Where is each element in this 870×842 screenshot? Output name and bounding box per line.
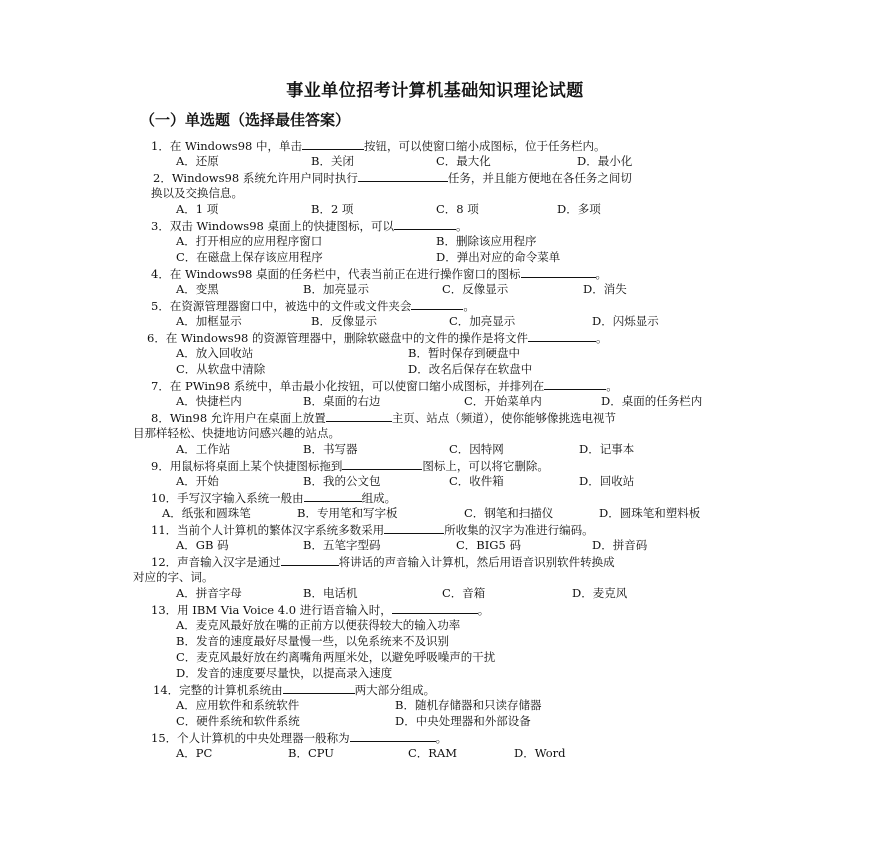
question-1: 1．在 Windows98 中，单击 按钮，可以使窗口缩小成图标，位于任务栏内。 bbox=[151, 139, 606, 153]
option: A．麦克风最好放在嘴的正前方以便获得较大的输入功率 bbox=[176, 618, 461, 632]
option: D．记事本 bbox=[579, 442, 635, 456]
option: D．弹出对应的命令菜单 bbox=[436, 250, 561, 264]
answer-blank bbox=[302, 138, 364, 150]
section-heading: （一）单选题（选择最佳答案） bbox=[140, 111, 351, 129]
question-13: 13．用 IBM Via Voice 4.0 进行语音输入时， 。 bbox=[151, 603, 490, 617]
question-15: 15．个人计算机的中央处理器一般称为 。 bbox=[151, 731, 448, 745]
option: A．快捷栏内 bbox=[176, 394, 242, 408]
option: C．最大化 bbox=[436, 154, 491, 168]
question-5: 5．在资源管理器窗口中，被选中的文件或文件夹会 。 bbox=[151, 299, 475, 313]
answer-blank bbox=[392, 602, 478, 614]
question-3: 3．双击 Windows98 桌面上的快捷图标，可以 。 bbox=[151, 219, 468, 233]
option: D．桌面的任务栏内 bbox=[601, 394, 703, 408]
question-12: 12．声音输入汉字是通过 将讲话的声音输入计算机，然后用语音识别软件转换成 bbox=[151, 555, 615, 569]
question-2-continued: 换以及交换信息。 bbox=[151, 186, 243, 200]
option: C．开始菜单内 bbox=[464, 394, 542, 408]
answer-blank bbox=[411, 298, 463, 310]
option: B．发音的速度最好尽量慢一些，以免系统来不及识别 bbox=[176, 634, 449, 648]
answer-blank bbox=[304, 490, 362, 502]
option: C．加亮显示 bbox=[449, 314, 516, 328]
option: D．改名后保存在软盘中 bbox=[408, 362, 533, 376]
question-8: 8．Win98 允许用户在桌面上放置 主页、站点（频道），使你能够像挑选电视节 bbox=[151, 411, 617, 425]
answer-blank bbox=[326, 410, 392, 422]
option: B．五笔字型码 bbox=[303, 538, 381, 552]
option: B．反像显示 bbox=[311, 314, 377, 328]
option: C．硬件系统和软件系统 bbox=[176, 714, 300, 728]
answer-blank bbox=[342, 458, 422, 470]
option: D．麦克风 bbox=[572, 586, 628, 600]
option: A．工作站 bbox=[176, 442, 231, 456]
option: D．Word bbox=[514, 746, 566, 760]
option: C．音箱 bbox=[442, 586, 486, 600]
option: B．删除该应用程序 bbox=[436, 234, 537, 248]
question-6: 6．在 Windows98 的资源管理器中，删除软磁盘中的文件的操作是将文件 。 bbox=[147, 331, 608, 345]
option: A．放入回收站 bbox=[176, 346, 254, 360]
option: A．打开相应的应用程序窗口 bbox=[176, 234, 323, 248]
option: C．反像显示 bbox=[442, 282, 509, 296]
option: B．关闭 bbox=[311, 154, 354, 168]
option: B．2 项 bbox=[311, 202, 354, 216]
option: B．书写器 bbox=[303, 442, 358, 456]
answer-blank bbox=[281, 554, 339, 566]
option: C．BIG5 码 bbox=[456, 538, 521, 552]
answer-blank bbox=[521, 266, 596, 278]
option: A．变黑 bbox=[176, 282, 219, 296]
page-title: 事业单位招考计算机基础知识理论试题 bbox=[286, 81, 584, 101]
option: B．随机存储器和只读存储器 bbox=[395, 698, 542, 712]
option: B．桌面的右边 bbox=[303, 394, 381, 408]
option: D．闪烁显示 bbox=[592, 314, 659, 328]
option: D．最小化 bbox=[577, 154, 633, 168]
option: D．拼音码 bbox=[592, 538, 648, 552]
option: D．发音的速度要尽量快，以提高录入速度 bbox=[176, 666, 393, 680]
option: C．从软盘中清除 bbox=[176, 362, 266, 376]
option: A．1 项 bbox=[176, 202, 219, 216]
question-4: 4．在 Windows98 桌面的任务栏中，代表当前正在进行操作窗口的图标 。 bbox=[151, 267, 607, 281]
option: B．我的公文包 bbox=[303, 474, 381, 488]
option: B．专用笔和写字板 bbox=[297, 506, 398, 520]
answer-blank bbox=[384, 522, 444, 534]
option: C．RAM bbox=[408, 746, 458, 760]
option: D．消失 bbox=[583, 282, 627, 296]
option: B．暂时保存到硬盘中 bbox=[408, 346, 520, 360]
answer-blank bbox=[544, 378, 606, 390]
option: C．在磁盘上保存该应用程序 bbox=[176, 250, 323, 264]
option: A．应用软件和系统软件 bbox=[176, 698, 300, 712]
answer-blank bbox=[528, 330, 596, 342]
option: A．PC bbox=[176, 746, 213, 760]
option: C．8 项 bbox=[436, 202, 479, 216]
question-7: 7．在 PWin98 系统中，单击最小化按钮，可以使窗口缩小成图标，并排列在 。 bbox=[151, 379, 618, 393]
option: C．因特网 bbox=[449, 442, 504, 456]
answer-blank bbox=[350, 730, 436, 742]
option: B．电话机 bbox=[303, 586, 358, 600]
option: A．纸张和圆珠笔 bbox=[162, 506, 251, 520]
option: B．CPU bbox=[288, 746, 334, 760]
answer-blank bbox=[394, 218, 456, 230]
option: A．GB 码 bbox=[176, 538, 229, 552]
question-2: 2．Windows98 系统允许用户同时执行 任务，并且能方便地在各任务之间切 bbox=[153, 171, 632, 185]
option: D．圆珠笔和塑料板 bbox=[599, 506, 701, 520]
option: D．多项 bbox=[557, 202, 601, 216]
question-12-continued: 对应的字、词。 bbox=[133, 570, 214, 584]
option: A．还原 bbox=[176, 154, 219, 168]
question-8-continued: 目那样轻松、快捷地访问感兴趣的站点。 bbox=[133, 426, 340, 440]
question-10: 10．手写汉字输入系统一般由 组成。 bbox=[151, 491, 397, 505]
question-14: 14．完整的计算机系统由 两大部分组成。 bbox=[153, 683, 436, 697]
option: A．拼音字母 bbox=[176, 586, 242, 600]
option: C．麦克风最好放在约离嘴角两厘米处，以避免呼吸噪声的干扰 bbox=[176, 650, 496, 664]
option: A．开始 bbox=[176, 474, 219, 488]
option: A．加框显示 bbox=[176, 314, 242, 328]
option: D．中央处理器和外部设备 bbox=[395, 714, 531, 728]
answer-blank bbox=[358, 170, 448, 182]
option: C．收件箱 bbox=[449, 474, 504, 488]
option: B．加亮显示 bbox=[303, 282, 369, 296]
option: C．钢笔和扫描仪 bbox=[464, 506, 554, 520]
question-9: 9．用鼠标将桌面上某个快捷图标拖到 图标上，可以将它删除。 bbox=[151, 459, 549, 473]
answer-blank bbox=[283, 682, 355, 694]
question-11: 11．当前个人计算机的繁体汉字系统多数采用 所收集的汉字为准进行编码。 bbox=[151, 523, 594, 537]
option: D．回收站 bbox=[579, 474, 635, 488]
